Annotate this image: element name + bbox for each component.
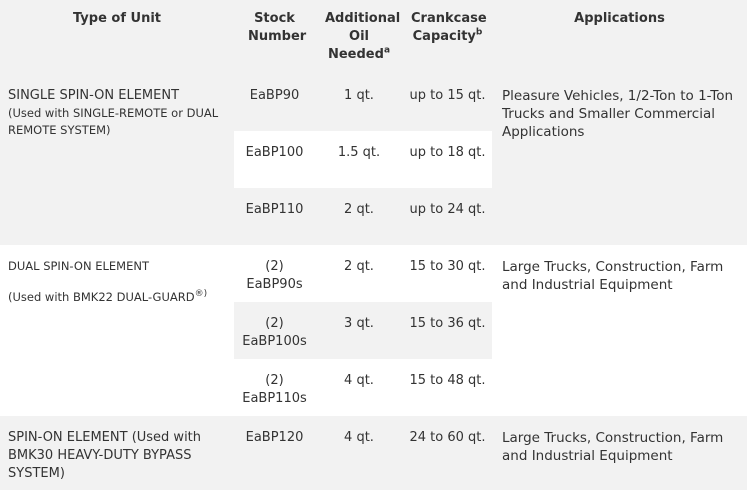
stock-number-cell: (2) EaBP110s	[234, 359, 315, 416]
capacity-cell: up to 18 qt.	[403, 131, 492, 188]
unit-title: SPIN-ON ELEMENT (Used with BMK30 HEAVY-DUTY BYPASS SYSTEM)	[8, 430, 202, 481]
stock-number-cell: EaBP110	[234, 188, 315, 245]
unit-cell	[0, 74, 234, 245]
capacity-cell: up to 24 qt.	[403, 188, 492, 245]
unit-cell	[0, 245, 234, 416]
header-stock-number: Stock Number	[234, 0, 315, 74]
capacity-cell: 15 to 36 qt.	[403, 302, 492, 359]
header-additional-oil: Additional Oil Needed$^a$	[315, 0, 403, 74]
table-row	[0, 245, 747, 302]
unit-title: SINGLE SPIN-ON ELEMENT	[8, 88, 180, 103]
unit-note: (Used with SINGLE-REMOTE or DUAL REMOTE SYSTEM)	[8, 106, 219, 137]
stock-number-cell: (2) EaBP100s	[234, 302, 315, 359]
table-row	[0, 416, 747, 490]
oil-needed-cell: 3 qt.	[315, 302, 403, 359]
stock-number-cell: EaBP100	[234, 131, 315, 188]
unit-title: DUAL SPIN-ON ELEMENT	[8, 259, 149, 273]
stock-number-cell: EaBP120	[234, 416, 315, 490]
application-cell: Pleasure Vehicles, 1/2-Ton to 1-Ton Trucks and Smaller Commercial Applications	[492, 74, 747, 245]
stock-number-cell: EaBP90	[234, 74, 315, 131]
header-crankcase-capacity: Crankcase Capacity$^b$	[403, 0, 492, 74]
application-cell: Large Trucks, Construction, Farm and Industrial Equipment	[492, 416, 747, 490]
capacity-cell: up to 15 qt.	[403, 74, 492, 131]
header-type-of-unit: Type of Unit	[0, 0, 234, 74]
oil-needed-cell: 4 qt.	[315, 416, 403, 490]
oil-needed-cell: 4 qt.	[315, 359, 403, 416]
capacity-cell: 15 to 48 qt.	[403, 359, 492, 416]
unit-cell	[0, 416, 234, 490]
oil-needed-cell: 2 qt.	[315, 188, 403, 245]
unit-note: (Used with BMK22 DUAL-GUARD®)	[8, 289, 208, 304]
oil-needed-cell: 2 qt.	[315, 245, 403, 302]
header-applications: Applications	[492, 0, 747, 74]
stock-number-cell: (2) EaBP90s	[234, 245, 315, 302]
capacity-cell: 15 to 30 qt.	[403, 245, 492, 302]
table-header-row	[0, 0, 747, 74]
application-cell: Large Trucks, Construction, Farm and Industrial Equipment	[492, 245, 747, 416]
capacity-cell: 24 to 60 qt.	[403, 416, 492, 490]
oil-needed-cell: 1 qt.	[315, 74, 403, 131]
oil-needed-cell: 1.5 qt.	[315, 131, 403, 188]
table-row	[0, 74, 747, 131]
